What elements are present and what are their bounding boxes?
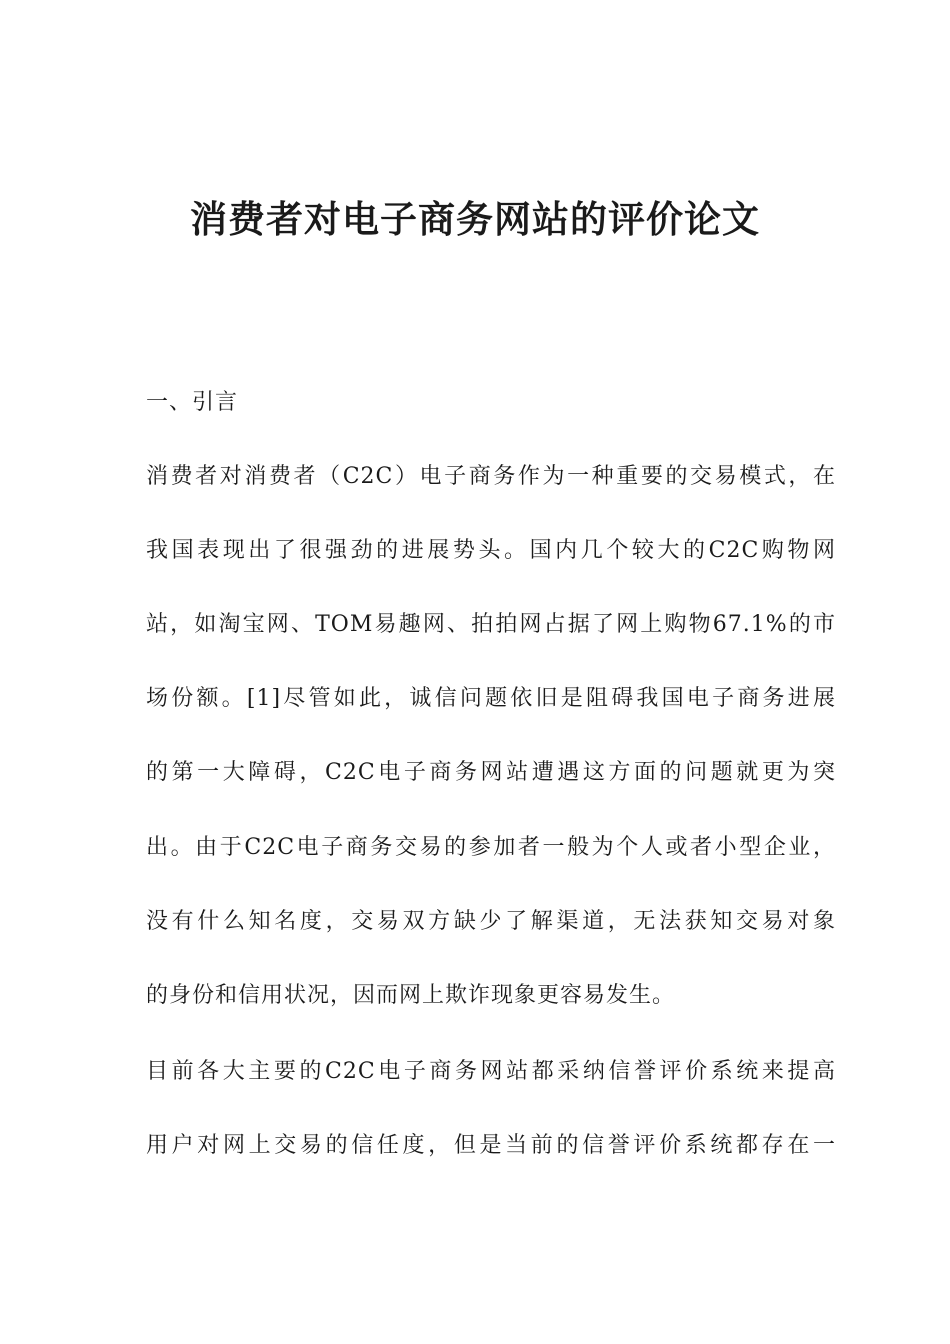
paragraph-line: 目前各大主要的C2C电子商务网站都采纳信誉评价系统来提高 bbox=[146, 1059, 836, 1084]
paragraph-line: 没有什么知名度，交易双方缺少了解渠道，无法获知交易对象 bbox=[146, 909, 836, 934]
paragraph-line: 我国表现出了很强劲的进展势头。国内几个较大的C2C购物网 bbox=[146, 538, 836, 563]
paragraph-line: 站，如淘宝网、TOM易趣网、拍拍网占据了网上购物67.1%的市 bbox=[146, 612, 836, 637]
paragraph-line: 消费者对消费者（C2C）电子商务作为一种重要的交易模式，在 bbox=[146, 464, 836, 489]
paragraph-line: 出。由于C2C电子商务交易的参加者一般为个人或者小型企业， bbox=[146, 835, 836, 860]
paragraph-line: 的第一大障碍，C2C电子商务网站遭遇这方面的问题就更为突 bbox=[146, 760, 836, 785]
section-heading: 一、引言 bbox=[146, 390, 239, 415]
paragraph-line: 场份额。[1]尽管如此，诚信问题依旧是阻碍我国电子商务进展 bbox=[146, 686, 836, 711]
document-title: 消费者对电子商务网站的评价论文 bbox=[190, 198, 760, 241]
paragraph-line: 用户对网上交易的信任度，但是当前的信誉评价系统都存在一 bbox=[146, 1133, 836, 1158]
paragraph-line: 的身份和信用状况，因而网上欺诈现象更容易发生。 bbox=[146, 983, 676, 1008]
